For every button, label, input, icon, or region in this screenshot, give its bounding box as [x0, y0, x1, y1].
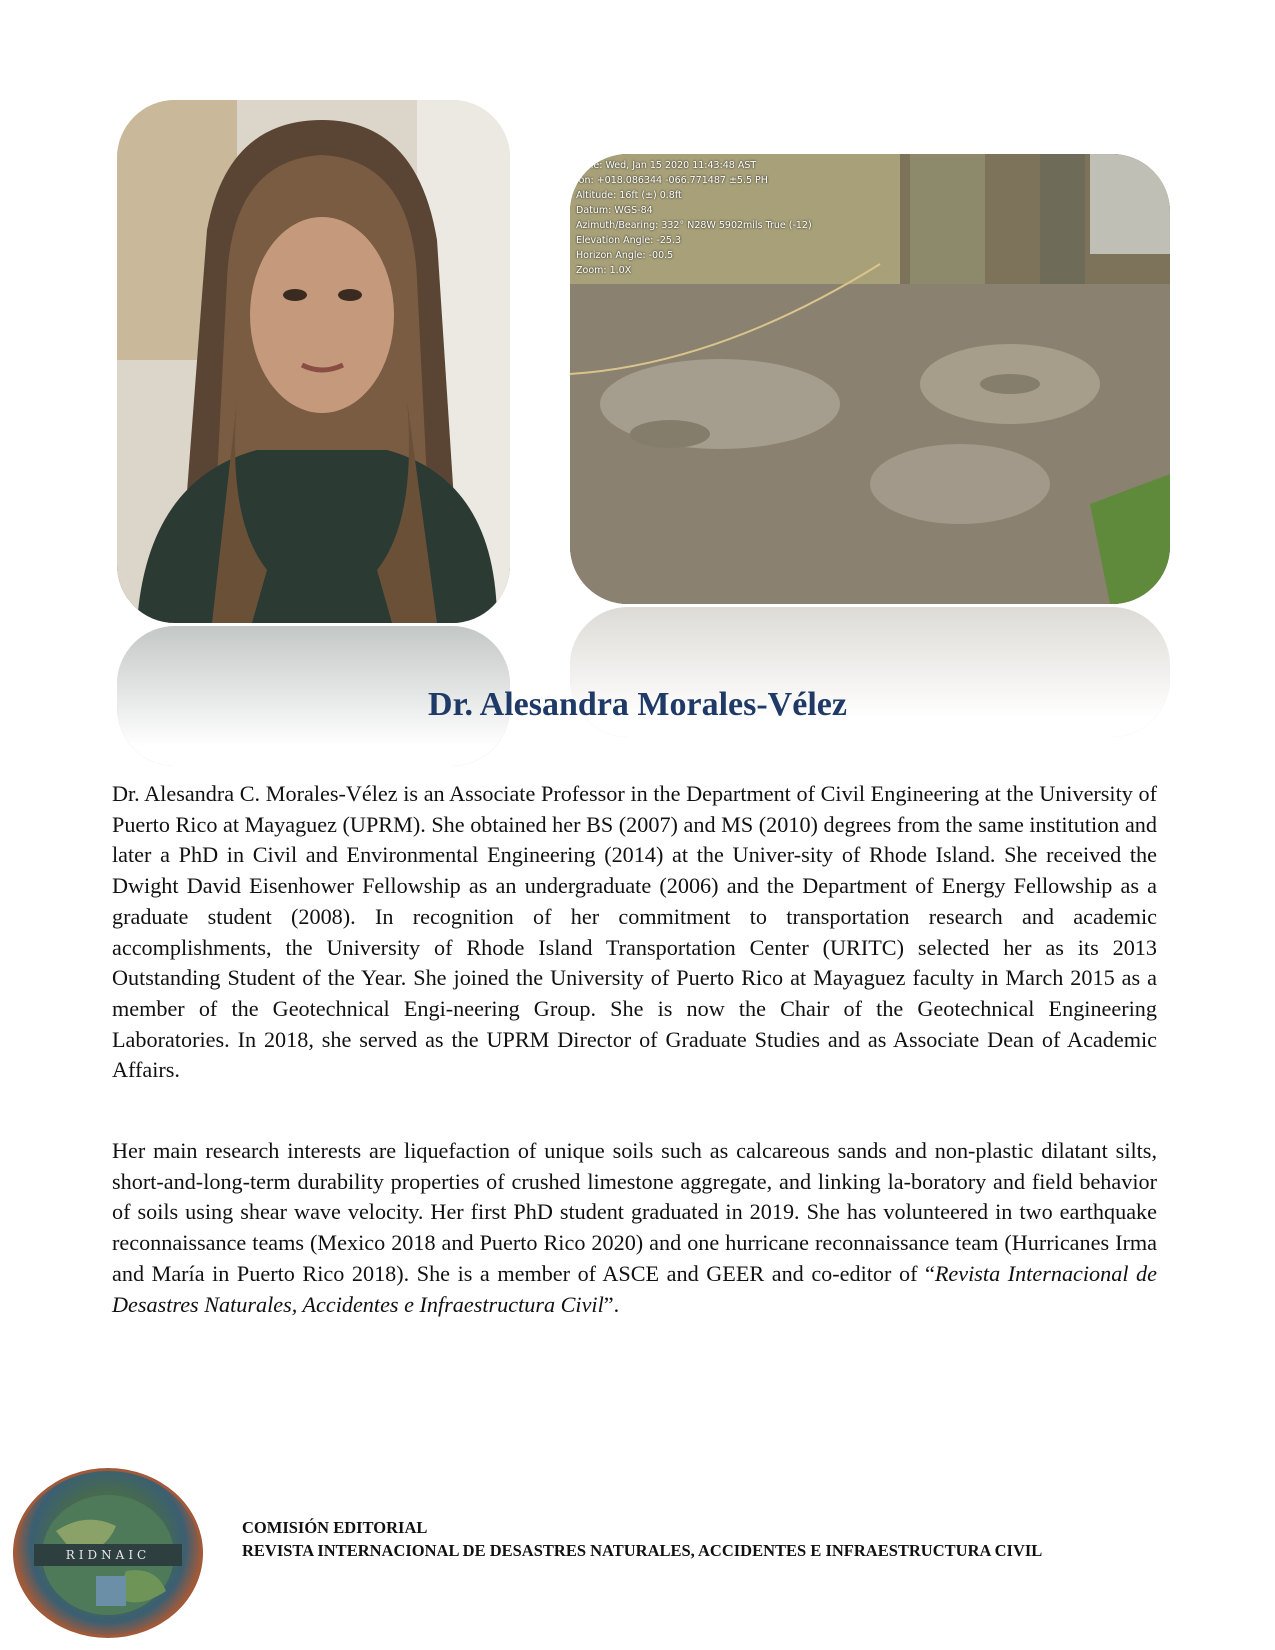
footer-line-1: COMISIÓN EDITORIAL	[242, 1518, 428, 1537]
overlay-line: Zoom: 1.0X	[576, 265, 632, 276]
portrait-photo	[117, 100, 510, 623]
logo-band-text: RIDNAIC	[34, 1544, 182, 1566]
footer	[242, 1516, 1042, 1562]
overlay-line: Horizon Angle: -00.5	[576, 250, 674, 261]
bio-paragraph-2-text: Her main research interests are liquefaction of unique soils such as calcareous sands and non-plastic dilatant silts, short-and-long-term durability properties of crushed limestone aggregate, and linking la-boratory and field behavior of soils using shear wave velocity. Her first PhD student graduated in 2019. She has volunteered in two earthquake reconnaissance teams (Mexico 2018 and Puerto Rico 2020) and one hurricane reconnaissance team (Hurricanes Irma and María in Puerto Rico 2018). She is a member of ASCE and GEER and co-editor of “	[112, 1138, 1157, 1286]
site-photo	[570, 154, 1170, 604]
overlay-line: Time: Wed, Jan 15 2020 11:43:48 AST	[576, 160, 757, 171]
journal-title: Revista Internacional de Desastres Naturales, Accidentes e Infraestructura Civil	[112, 1260, 1157, 1317]
portrait-illustration	[117, 100, 510, 623]
overlay-line: Elevation Angle: -25.3	[576, 235, 681, 246]
overlay-line: Azimuth/Bearing: 332° N28W 5902mils True (-12)	[576, 220, 812, 231]
bio-paragraph-2	[112, 1136, 1157, 1320]
overlay-line: ion: +018.086344 -066.771487 ±5.5 PH	[576, 175, 768, 186]
bio-paragraph-2-end: ”.	[603, 1291, 620, 1317]
photo-metadata-overlay	[576, 158, 812, 278]
overlay-line: Datum: WGS-84	[576, 205, 653, 216]
journal-logo	[13, 1468, 203, 1638]
profile-name: Dr. Alesandra Morales-Vélez	[428, 686, 847, 723]
bio-paragraph-1: Dr. Alesandra C. Morales-Vélez is an Associate Professor in the Department of Civil Engineering at the University of Puerto Rico at Mayaguez (UPRM). She obtained her BS (2007) and MS (2010) degrees from the same institution and later a PhD in Civil and Environmental Engineering (2014) at the Univer-sity of Rhode Island. She received the Dwight David Eisenhower Fellowship as an undergraduate (2006) and the Department of Energy Fellowship as a graduate student (2008). In recognition of her commitment to transportation research and academic accomplishments, the University of Rhode Island Transportation Center (URITC) selected her as its 2013 Outstanding Student of the Year. She joined the University of Puerto Rico at Mayaguez faculty in March 2015 as a member of the Geotechnical Engi-neering Group. She is now the Chair of the Geotechnical Engineering Laboratories. In 2018, she served as the UPRM Director of Graduate Studies and as Associate Dean of Academic Affairs.	[112, 781, 1157, 1083]
footer-line-2: REVISTA INTERNACIONAL DE DESASTRES NATURALES, ACCIDENTES E INFRAESTRUCTURA CIVIL	[242, 1541, 1043, 1560]
overlay-line: Altitude: 16ft (±) 0.8ft	[576, 190, 682, 201]
